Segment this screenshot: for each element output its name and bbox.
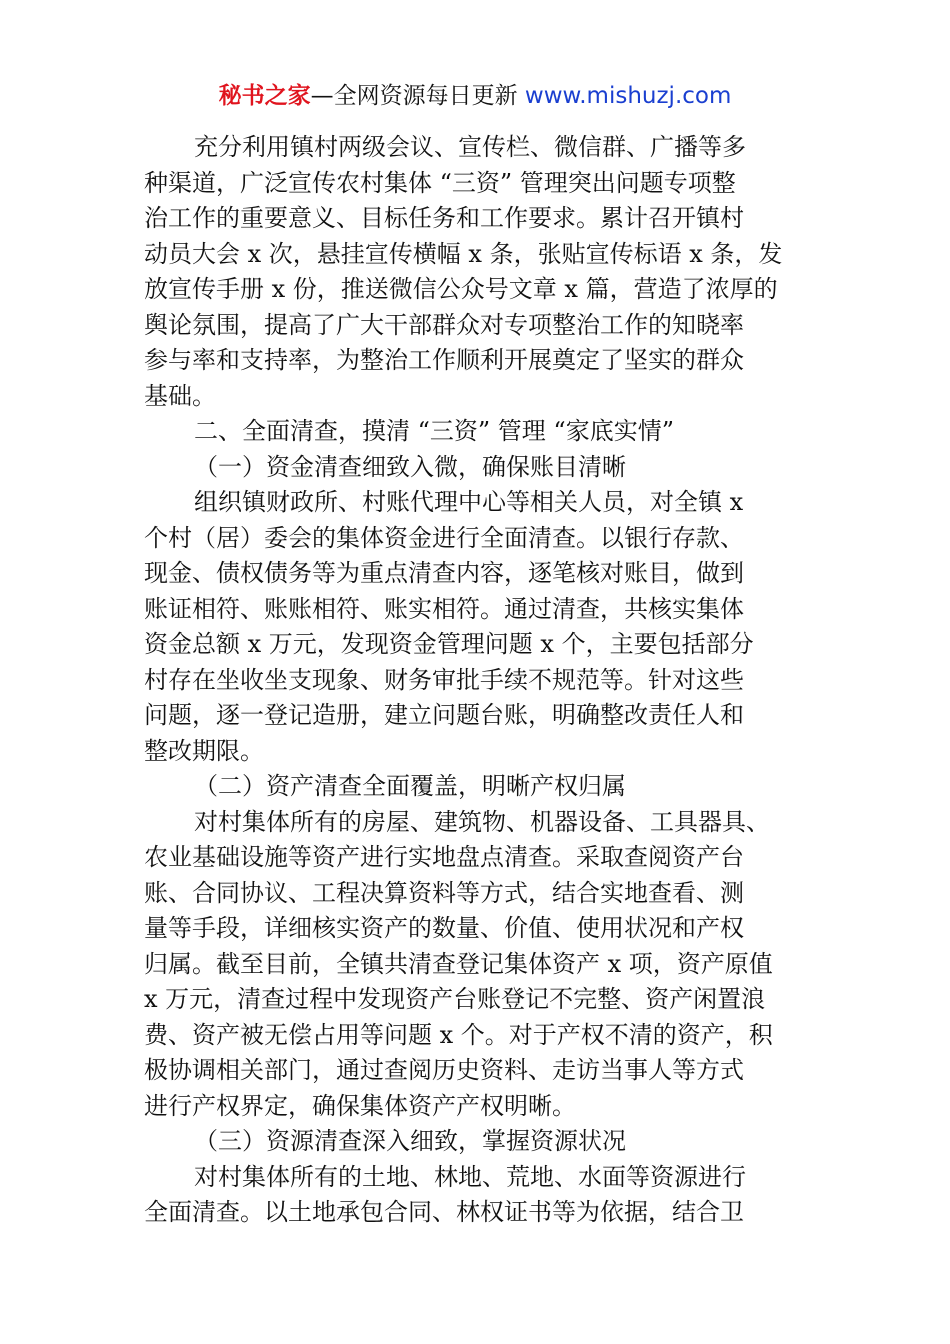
text-line: 参与率和支持率，为整治工作顺利开展奠定了坚实的群众 [144, 346, 744, 374]
site-url[interactable]: www.mishuzj.com [524, 83, 732, 109]
text-line: 对村集体所有的土地、林地、荒地、水面等资源进行 [194, 1162, 746, 1191]
text-line: 归属。截至目前，全镇共清查登记集体资产 x 项，资产原值 [144, 949, 773, 978]
text-line: 舆论氛围，提高了广大干部群众对专项整治工作的知晓率 [144, 310, 744, 339]
text-line: 费、资产被无偿占用等问题 x 个。对于产权不清的资产，积 [144, 1020, 773, 1049]
brand-name: 秘书之家 [218, 83, 311, 109]
text-line: （二）资产清查全面覆盖，明晰产权归属 [194, 772, 626, 800]
text-line: 种渠道，广泛宣传农村集体 “三资” 管理突出问题专项整 [144, 168, 736, 197]
text-line: （三）资源清查深入细致，掌握资源状况 [194, 1127, 626, 1155]
text-line: 二、全面清查，摸清 “三资” 管理 “家底实情” [194, 417, 674, 445]
text-line: 充分利用镇村两级会议、宣传栏、微信群、广播等多 [194, 133, 746, 161]
text-line: 对村集体所有的房屋、建筑物、机器设备、工具器具、 [194, 807, 770, 836]
text-line: 账证相符、账账相符、账实相符。通过清查，共核实集体 [144, 594, 744, 623]
text-line: 整改期限。 [144, 736, 264, 765]
text-line: 村存在坐收坐支现象、财务审批手续不规范等。针对这些 [144, 665, 744, 694]
text-line: 问题，逐一登记造册，建立问题台账，明确整改责任人和 [144, 701, 744, 729]
text-line: x 万元，清查过程中发现资产台账登记不完整、资产闲置浪 [144, 985, 766, 1013]
text-line: 全面清查。以土地承包合同、林权证书等为依据，结合卫 [144, 1198, 744, 1226]
text-line: 农业基础设施等资产进行实地盘点清查。采取查阅资产台 [144, 843, 744, 871]
text-line: 资金总额 x 万元，发现资金管理问题 x 个，主要包括部分 [144, 630, 754, 658]
page-header [0, 80, 950, 112]
text-line: 个村（居）委会的集体资金进行全面清查。以银行存款、 [144, 523, 744, 552]
text-line: 放宣传手册 x 份，推送微信公众号文章 x 篇，营造了浓厚的 [144, 275, 778, 303]
text-line: 账、合同协议、工程决算资料等方式，结合实地查看、测 [144, 878, 744, 907]
document-body [144, 130, 808, 1231]
text-line: 现金、债权债务等为重点清查内容，逐笔核对账目，做到 [144, 559, 744, 587]
text-line: （一）资金清查细致入微，确保账目清晰 [194, 452, 626, 481]
text-line: 治工作的重要意义、目标任务和工作要求。累计召开镇村 [144, 204, 744, 232]
header-slogan: —全网资源每日更新 [310, 83, 525, 109]
text-line: 组织镇财政所、村账代理中心等相关人员，对全镇 x [194, 488, 744, 516]
text-line: 动员大会 x 次，悬挂宣传横幅 x 条，张贴宣传标语 x 条，发 [144, 239, 783, 268]
text-line: 量等手段，详细核实资产的数量、价值、使用状况和产权 [144, 914, 744, 942]
text-line: 极协调相关部门，通过查阅历史资料、走访当事人等方式 [144, 1056, 744, 1084]
text-line: 进行产权界定，确保集体资产产权明晰。 [144, 1091, 576, 1120]
text-line: 基础。 [144, 381, 216, 410]
